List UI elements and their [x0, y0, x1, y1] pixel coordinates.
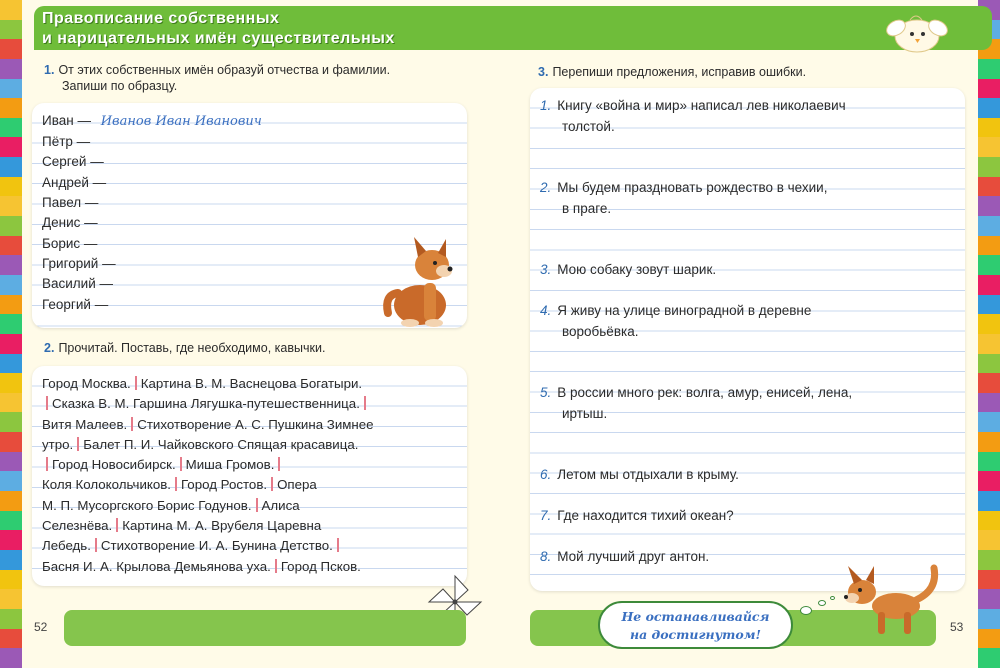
quote-slot-mark — [46, 396, 48, 410]
task2-segment: Картина М. А. Врубеля Царевна — [122, 518, 322, 534]
quote-slot-mark — [95, 538, 97, 552]
sentence-line1: В россии много рек: волга, амур, енисей, лена, — [557, 385, 853, 400]
task2-card — [32, 366, 467, 586]
quote-slot-mark — [116, 518, 118, 532]
sentence-number: 4. — [540, 303, 552, 318]
page-header — [34, 6, 992, 50]
header-title-line1: Правописание собственных — [42, 10, 280, 27]
name-row: Пётр — — [42, 134, 91, 149]
name-row: Денис — — [42, 215, 98, 230]
task1-instruction — [44, 62, 474, 94]
sentence-line2: толстой. — [562, 118, 615, 134]
running-dog-illustration — [834, 560, 944, 640]
sentence-number: 8. — [540, 549, 552, 564]
right-color-stripes — [978, 0, 1000, 668]
task2-segment: Басня И. А. Крылова Демьянова уха. — [42, 558, 271, 574]
sentence-line1: Летом мы отдыхали в крыму. — [557, 467, 739, 482]
sentence-number: 7. — [540, 508, 552, 523]
motto-line1: Не останавливайся — [621, 609, 770, 624]
name-label: Иван — — [42, 113, 91, 128]
task2-line — [42, 516, 462, 536]
task1-number: 1. — [44, 63, 55, 77]
bird-icon — [882, 10, 952, 54]
task2-line — [42, 475, 462, 495]
header-title-line2: и нарицательных имён существительных — [42, 30, 395, 47]
sentence-item — [540, 96, 935, 137]
name-row: Павел — — [42, 195, 99, 210]
quote-slot-mark — [275, 559, 277, 573]
left-footer-bar — [64, 610, 466, 646]
task2-instruction-text: Прочитай. Поставь, где необходимо, кавычки. — [58, 341, 326, 355]
left-page-number: 52 — [34, 620, 48, 634]
sentence-line1: Мы будем праздновать рождество в чехии, — [557, 180, 828, 195]
task3-card — [530, 88, 965, 591]
quote-slot-mark — [278, 457, 280, 471]
sentence-item — [540, 465, 935, 486]
task2-line — [42, 496, 462, 516]
task1-card — [32, 103, 467, 328]
motto-line2: на достигнутом! — [629, 627, 762, 642]
sentence-item — [540, 383, 935, 424]
task2-segment: Миша Громов. — [185, 457, 275, 473]
quote-slot-mark — [135, 376, 137, 390]
task2-instruction — [44, 340, 325, 356]
sentence-line1: Я живу на улице виноградной в деревне — [557, 303, 812, 318]
sentence-line1: Мою собаку зовут шарик. — [557, 262, 717, 277]
name-row — [42, 113, 262, 129]
quote-slot-mark — [271, 477, 273, 491]
sentence-item — [540, 260, 935, 281]
task2-line — [42, 557, 462, 577]
quote-slot-mark — [256, 498, 258, 512]
task2-line — [42, 536, 462, 556]
task2-segment: М. П. Мусоргского Борис Годунов. — [42, 497, 252, 513]
task2-segment: Селезнёва. — [42, 518, 113, 534]
sentence-number: 5. — [540, 385, 552, 400]
handwritten-example: Иванов Иван Иванович — [100, 114, 262, 129]
quote-slot-mark — [180, 457, 182, 471]
name-row: Сергей — — [42, 154, 104, 169]
task2-line — [42, 415, 462, 435]
task2-segment: Город Псков. — [280, 558, 361, 574]
task2-segment: Город Новосибирск. — [52, 457, 176, 473]
sentence-number: 6. — [540, 467, 552, 482]
sentence-number: 3. — [540, 262, 552, 277]
name-row: Андрей — — [42, 175, 107, 190]
task2-number: 2. — [44, 341, 55, 355]
task2-segment: Сказка В. М. Гаршина Лягушка-путешественница. — [52, 396, 360, 412]
task2-segment: Балет П. И. Чайковского Спящая красавица. — [83, 436, 359, 452]
left-color-stripes — [0, 0, 22, 668]
sitting-dog-illustration — [380, 235, 462, 328]
sentence-line2: иртыш. — [562, 405, 608, 421]
sentence-line2: воробьёвка. — [562, 323, 639, 339]
task2-line — [42, 374, 462, 394]
task3-instruction — [538, 64, 806, 80]
task2-segment: Стихотворение И. А. Бунина Детство. — [100, 538, 333, 554]
task2-segment: Алиса — [261, 497, 300, 513]
task2-text — [42, 374, 462, 577]
task2-segment: утро. — [42, 436, 74, 452]
quote-slot-mark — [364, 396, 366, 410]
task3-number: 3. — [538, 65, 549, 79]
task2-segment: Опера — [277, 477, 317, 493]
task2-segment: Город Ростов. — [181, 477, 268, 493]
right-page-number: 53 — [950, 620, 964, 634]
quote-slot-mark — [175, 477, 177, 491]
name-row: Георгий — — [42, 297, 109, 312]
task3-instruction-text: Перепиши предложения, исправив ошибки. — [552, 65, 807, 79]
sentence-item — [540, 506, 935, 527]
sentence-line2: в праге. — [562, 200, 612, 216]
sentence-item — [540, 178, 935, 219]
task2-segment: Лебедь. — [42, 538, 91, 554]
task2-segment: Картина В. М. Васнецова Богатыри. — [140, 376, 363, 391]
quote-slot-mark — [131, 417, 133, 431]
task2-line — [42, 394, 462, 414]
task2-segment: Витя Малеев. — [42, 416, 128, 432]
motto-bubble — [598, 601, 793, 649]
quote-slot-mark — [77, 437, 79, 451]
sentence-item — [540, 301, 935, 342]
task2-line — [42, 435, 462, 455]
task2-line — [42, 455, 462, 475]
quote-slot-mark — [337, 538, 339, 552]
sentence-line1: Где находится тихий океан? — [557, 508, 734, 523]
task1-instruction-line1: От этих собственных имён образуй отчества и фамилии. — [58, 63, 391, 77]
name-row: Борис — — [42, 236, 98, 251]
sentence-line1: Книгу «война и мир» написал лев николаевич — [557, 98, 846, 113]
sentence-number: 1. — [540, 98, 552, 113]
sentence-line1: Мой лучший друг антон. — [557, 549, 710, 564]
name-row: Василий — — [42, 276, 114, 291]
sentence-number: 2. — [540, 180, 552, 195]
quote-slot-mark — [46, 457, 48, 471]
task2-segment: Коля Колокольчиков. — [42, 477, 171, 493]
task1-instruction-line2: Запиши по образцу. — [62, 79, 178, 93]
name-row: Григорий — — [42, 256, 116, 271]
task2-segment: Стихотворение А. С. Пушкина Зимнее — [137, 416, 374, 432]
task2-segment: Город Москва. — [42, 376, 131, 391]
